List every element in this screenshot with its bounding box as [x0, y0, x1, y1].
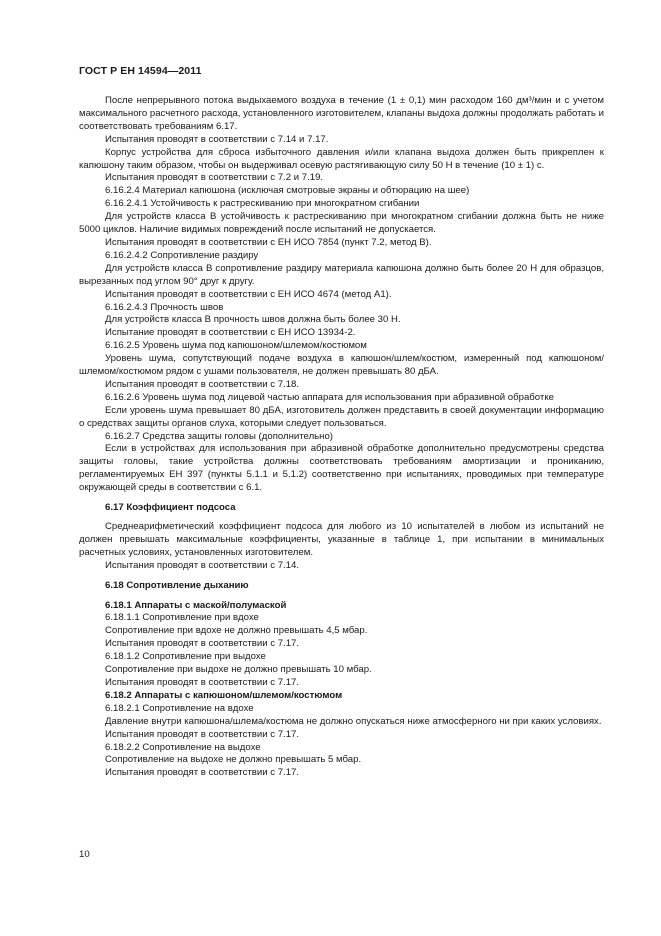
paragraph: Испытания проводят в соответствии с 7.17.	[105, 676, 300, 688]
paragraph: Если уровень шума превышает 80 дБА, изготовитель должен представить в своей документации информацию о средствах защиты органов слуха, которыми следует пользоваться.	[79, 404, 604, 429]
paragraph: После непрерывного потока выдыхаемого воздуха в течение (1 ± 0,1) мин расходом 160 дм³/мин и с учетом максимального расчетного расхода, установленного изготовителем, клапаны выдоха должны продолжать работать и соответствовать требованиям 6.17.	[79, 95, 604, 132]
paragraph: Испытания проводят в соответствии с 7.14 и 7.17.	[105, 133, 329, 145]
paragraph: Если в устройствах для использования при абразивной обработке дополнительно предусмотрены средства защиты головы, такие устройства должны соответствовать требованиям амортизации и прониканию, регламентируемых ЕН 397 (пункты 5.1.1 и 5.1.2) соответственно при испытаниях, проводимых при температуре окружающей среды в соответствии с 6.1.	[79, 443, 604, 494]
paragraph: 6.16.2.5 Уровень шума под капюшоном/шлемом/костюмом	[105, 340, 367, 352]
document-body	[79, 95, 604, 780]
paragraph: 6.16.2.7 Средства защиты головы (дополнительно)	[105, 430, 333, 442]
paragraph: Давление внутри капюшона/шлема/костюма не должно опускаться ниже атмосферного ни при каких условиях.	[105, 715, 602, 727]
paragraph: Сопротивление при выдохе не должно превышать 10 мбар.	[105, 664, 372, 676]
paragraph: Испытания проводят в соответствии с 7.14.	[105, 559, 300, 571]
paragraph: 6.16.2.4 Материал капюшона (исключая смотровые экраны и обтюрацию на шее)	[105, 185, 470, 197]
section-heading: 6.18 Сопротивление дыханию	[105, 579, 249, 591]
paragraph: Корпус устройства для сброса избыточного давления и/или клапана выдоха должен быть прикреплен к капюшону таким образом, чтобы он выдерживал осевую растягивающую силу 50 Н в течение (10 ± 1) с.	[79, 146, 604, 171]
paragraph: Сопротивление на выдохе не должно превышать 5 мбар.	[105, 754, 362, 766]
paragraph: Среднеарифметический коэффициент подсоса для любого из 10 испытателей в любом из испытаний не должен превышать максимальные коэффициенты, указанные в таблице 1, при испытании в минимальных расчетных условиях, установленных изготовителем.	[79, 521, 604, 558]
paragraph: Уровень шума, сопутствующий подаче воздуха в капюшон/шлем/костюм, измеренный под капюшоном/шлемом/костюмом рядом с ушами пользователя, не должен превышать 80 дБА.	[79, 353, 604, 378]
paragraph: Для устройств класса В устойчивость к растрескиванию при многократном сгибании должна быть не ниже 5000 циклов. Наличие видимых повреждений после испытаний не допускается.	[79, 211, 604, 236]
paragraph: Для устройств класса В сопротивление раздиру материала капюшона должно быть более 20 Н для образцов, вырезанных под углом 90° друг к другу.	[79, 262, 604, 287]
section-heading: 6.17 Коэффициент подсоса	[105, 502, 236, 514]
paragraph: 6.18.1.1 Сопротивление при вдохе	[105, 612, 259, 624]
paragraph: Испытания проводят в соответствии с 7.18.	[105, 378, 300, 390]
paragraph: Испытание проводят в соответствии с ЕН ИСО 13934-2.	[105, 327, 356, 339]
paragraph: Испытания проводят в соответствии с 7.2 и 7.19.	[105, 172, 324, 184]
document-header: ГОСТ Р ЕН 14594—2011	[79, 65, 202, 77]
paragraph: Испытания проводят в соответствии с ЕН ИСО 7854 (пункт 7.2, метод В).	[105, 236, 432, 248]
paragraph: 6.18.1.2 Сопротивление при выдохе	[105, 651, 266, 663]
paragraph: Испытания проводят в соответствии с ЕН ИСО 4674 (метод А1).	[105, 288, 392, 300]
paragraph: Испытания проводят в соответствии с 7.17.	[105, 767, 300, 779]
section-heading: 6.18.2 Аппараты с капюшоном/шлемом/костюмом	[105, 689, 343, 701]
paragraph: 6.16.2.4.1 Устойчивость к растрескиванию при многократном сгибании	[105, 198, 420, 210]
paragraph: 6.18.2.1 Сопротивление на вдохе	[105, 702, 254, 714]
paragraph: Испытания проводят в соответствии с 7.17.	[105, 638, 300, 650]
section-heading: 6.18.1 Аппараты с маской/полумаской	[105, 599, 287, 611]
paragraph: 6.18.2.2 Сопротивление на выдохе	[105, 741, 261, 753]
paragraph: Испытания проводят в соответствии с 7.17.	[105, 728, 300, 740]
paragraph: Для устройств класса В прочность швов должна быть более 30 Н.	[105, 314, 401, 326]
paragraph: Сопротивление при вдохе не должно превышать 4,5 мбар.	[105, 625, 368, 637]
page-number: 10	[79, 849, 90, 860]
paragraph: 6.16.2.4.2 Сопротивление раздиру	[105, 249, 259, 261]
paragraph: 6.16.2.6 Уровень шума под лицевой частью аппарата для использования при абразивной обработке	[105, 391, 554, 403]
paragraph: 6.16.2.4.3 Прочность швов	[105, 301, 224, 313]
